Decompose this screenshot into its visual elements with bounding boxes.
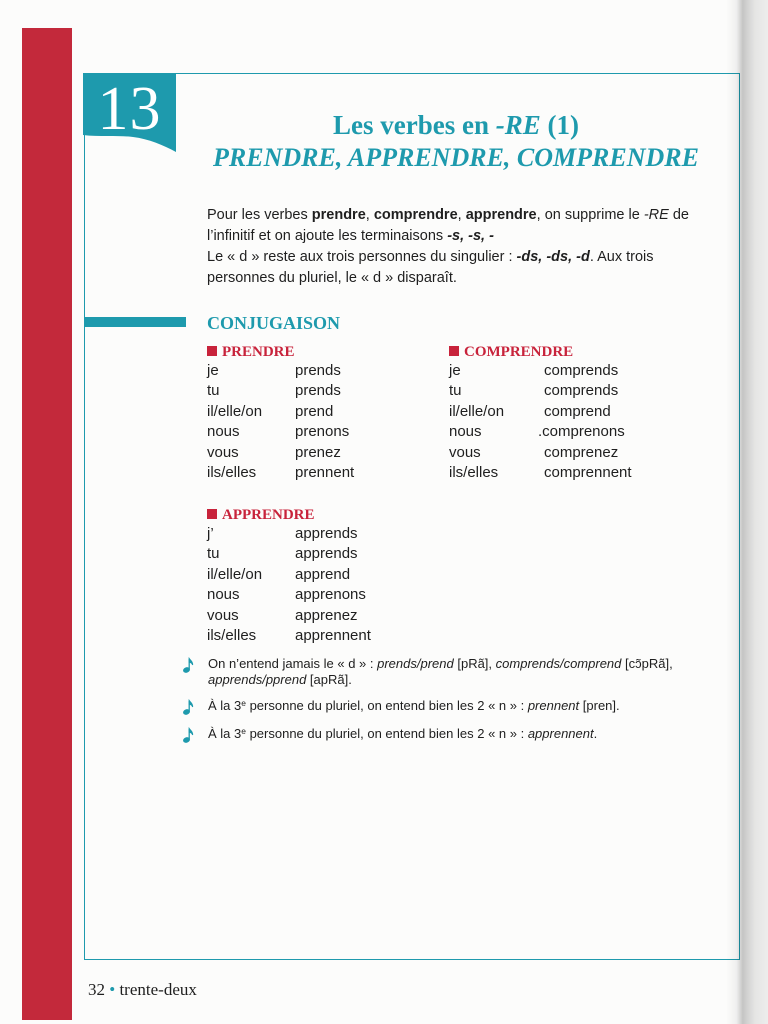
conjugation-row [449,422,669,442]
verb-form: prennent [295,463,355,481]
intro-verb: apprendre [465,207,537,223]
conjugation-row [207,422,407,442]
footer-separator: • [109,980,116,999]
verb-form: apprennent [295,626,371,644]
note-segment: personne du pluriel, on entend bien les 2 « n » : [245,726,528,741]
chapter-number: 13 [97,75,162,143]
verb-heading-label: PRENDRE [222,344,295,360]
verb-form: prend [295,402,334,420]
conjugation-row [207,381,407,401]
verb-form: apprenons [295,586,366,604]
verb-form: prends [295,382,341,400]
section-marker-bar [84,317,186,327]
ordinal-superscript: e [241,697,246,708]
pronoun: ils/elles [207,626,257,644]
note-example: comprends/comprend [495,656,622,671]
pronoun: ils/elles [207,463,257,481]
intro-text: , [365,207,374,223]
red-square-bullet-icon [207,346,217,356]
intro-paragraph [207,205,689,289]
pronoun: il/elle/on [207,565,263,583]
conjugation-table-prendre [207,361,407,483]
verb-form: comprend [544,402,611,420]
music-note-icon [183,699,194,715]
pronoun: il/elle/on [207,402,263,420]
conjugation-row [207,606,407,626]
intro-endings: -ds, -ds, -d [516,249,590,265]
chapter-title-text: Les verbes en [333,110,496,140]
verb-form: apprends [295,525,358,542]
intro-line [207,226,689,247]
note-segment: À la 3 [208,726,242,741]
intro-text: Le « d » reste aux trois personnes du singulier : [207,249,517,265]
conjugation-row [207,524,407,544]
pronoun: nous [449,423,482,441]
verb-heading-label: APPRENDRE [222,507,315,523]
chapter-title [186,109,726,141]
pronunciation-note [183,726,703,758]
note-line [208,698,620,714]
note-text [208,656,673,688]
verb-heading-prendre [207,342,295,362]
conjugation-row [207,443,407,463]
intro-text: Pour les verbes [207,207,312,223]
pronoun: tu [449,382,462,400]
note-phonetic: [pRã], [453,656,496,671]
page-number-word: trente-deux [119,980,197,999]
conjugation-row [449,402,669,422]
verb-form: prenons [295,423,350,441]
pronoun: tu [207,382,220,400]
chapter-number-tab [83,73,176,153]
note-line [208,672,673,688]
intro-text: . Aux trois [589,249,654,265]
intro-text: , [457,207,466,223]
intro-text: l’infinitif et on ajoute les terminaisons [207,228,448,244]
pronoun: nous [207,586,240,604]
note-phonetic: [cɔ̃pRã], [621,656,673,671]
intro-ending: -RE [643,207,669,223]
intro-verb: comprendre [373,207,458,223]
pronoun: vous [207,606,239,624]
note-line [208,656,673,672]
pronoun: vous [449,443,481,461]
music-note-icon [183,727,194,743]
conjugation-row [207,402,407,422]
intro-verb: prendre [311,207,366,223]
note-segment: personne du pluriel, on entend bien les 2 « n » : [245,698,528,713]
page-edge-shadow [726,0,768,1024]
conjugation-row [207,585,407,605]
pronoun: je [207,362,219,379]
verb-form: .comprenons [538,423,625,441]
note-example: prennent [527,698,580,713]
chapter-title-number: (1) [540,110,579,140]
conjugation-row [207,361,407,381]
note-text [208,698,620,714]
page-footer [88,980,197,1000]
red-square-bullet-icon [449,346,459,356]
pronoun: ils/elles [449,463,499,481]
intro-endings: -s, -s, - [447,228,494,244]
verb-form: apprend [295,565,351,583]
conjugation-row [207,565,407,585]
red-margin-band [22,28,72,1020]
conjugation-row [449,443,669,463]
verb-form: prenez [295,443,341,461]
pronoun: je [449,362,461,379]
note-segment: À la 3 [208,698,242,713]
verb-form: prends [295,362,341,379]
conjugation-row [207,544,407,564]
intro-text: personnes du pluriel, le « d » disparaît. [207,270,457,286]
verb-form: comprenez [544,443,619,461]
intro-line [207,268,689,289]
note-example: prends/prend [377,656,454,671]
note-example: apprennent [527,726,594,741]
note-segment: On n’entend jamais le « d » : [208,656,378,671]
conjugation-row [207,463,407,483]
verb-form: comprends [544,362,619,379]
note-text [208,726,597,742]
conjugation-table-comprendre [449,361,669,483]
note-phonetic: [apRã]. [306,672,352,687]
conjugation-row [207,626,407,646]
note-phonetic: [pren]. [579,698,620,713]
verb-heading-apprendre [207,505,315,525]
pronoun: j’ [207,525,214,542]
chapter-subtitle: PRENDRE, APPRENDRE, COMPRENDRE [213,143,699,172]
note-example: apprends/pprend [208,672,307,687]
verb-form: apprends [295,545,358,563]
music-note-icon [183,657,194,673]
pronoun: nous [207,423,240,441]
intro-text: , on supprime le [536,207,644,223]
red-square-bullet-icon [207,509,217,519]
verb-heading-comprendre [449,342,573,362]
chapter-title-ending: -RE [495,110,541,140]
page-number: 32 [88,980,105,999]
verb-form: comprends [544,382,619,400]
conjugation-table-apprendre [207,524,407,646]
pronunciation-note [183,656,703,688]
conjugation-row [449,463,669,483]
conjugation-row [449,381,669,401]
verb-heading-label: COMPRENDRE [464,344,574,360]
ordinal-superscript: e [241,725,246,736]
pronoun: vous [207,443,239,461]
verb-form: comprennent [544,463,632,481]
note-line [208,726,597,742]
conjugation-row [449,361,669,381]
pronoun: tu [207,545,220,563]
pronoun: il/elle/on [449,402,505,420]
intro-text: de [668,207,689,223]
intro-line [207,205,689,226]
note-segment: . [593,726,598,741]
intro-line [207,247,689,268]
verb-form: apprenez [295,606,358,624]
section-heading: CONJUGAISON [207,313,341,333]
